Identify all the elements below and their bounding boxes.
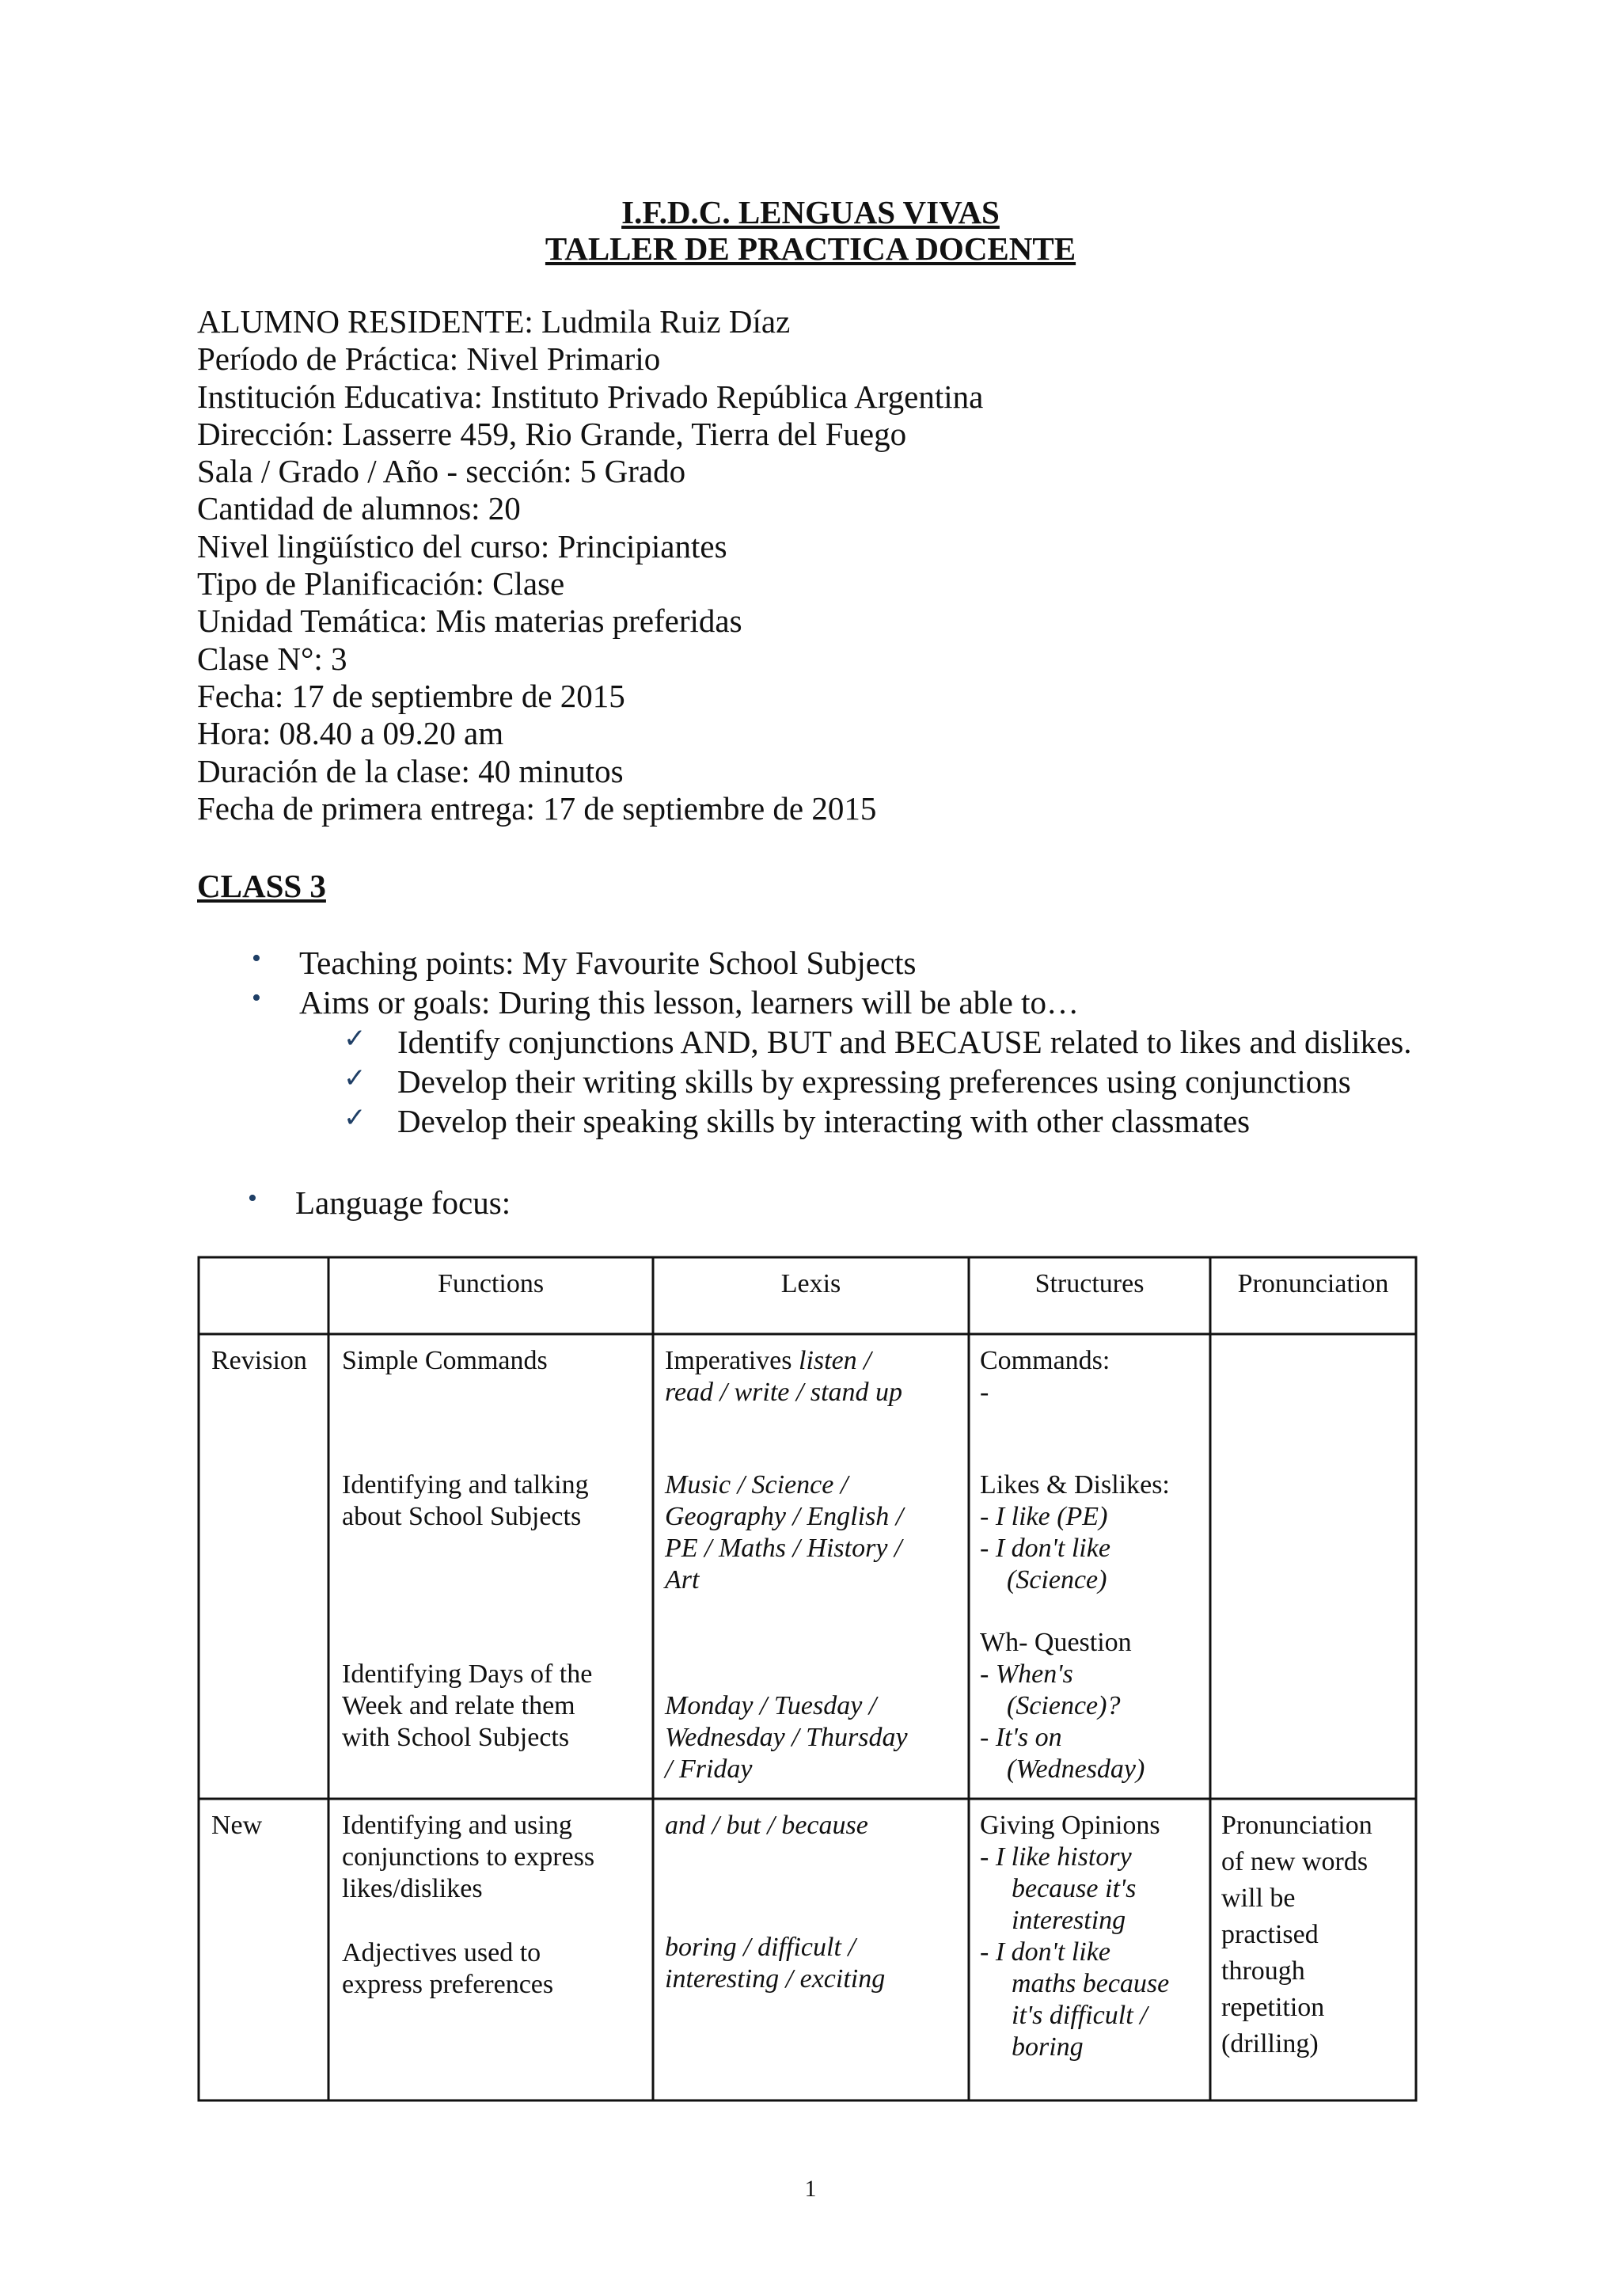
institution-title: I.F.D.C. LENGUAS VIVAS [621, 194, 1000, 230]
pronunciation-cell: practised [1221, 1920, 1319, 1949]
info-line: Tipo de Planificación: Clase [197, 565, 565, 603]
function-cell: Identifying and using [342, 1811, 572, 1840]
info-line: Unidad Temática: Mis materias preferidas [197, 603, 742, 640]
goal-text: Identify conjunctions AND, BUT and BECAUSE related to likes and dislikes. [397, 1024, 1412, 1060]
info-line: ALUMNO RESIDENTE: Ludmila Ruiz Díaz [197, 303, 791, 340]
info-line: Período de Práctica: Nivel Primario [197, 340, 661, 378]
function-cell: with School Subjects [342, 1723, 570, 1752]
goal-text: Develop their speaking skills by interacting with other classmates [397, 1103, 1251, 1139]
table-header-functions: Functions [437, 1269, 545, 1298]
lexis-cell: Music / Science / [665, 1470, 848, 1500]
info-line: Sala / Grado / Año - sección: 5 Grado [197, 453, 686, 490]
pronunciation-cell: of new words [1221, 1847, 1369, 1876]
function-cell: Simple Commands [342, 1346, 548, 1375]
bullet-icon: • [252, 983, 261, 1013]
checkmark-icon: ✓ [344, 1023, 366, 1055]
function-cell: likes/dislikes [342, 1874, 483, 1903]
function-cell: express preferences [342, 1970, 554, 1999]
bullet-icon: • [252, 944, 261, 973]
info-line: Institución Educativa: Instituto Privado República Argentina [197, 378, 984, 415]
pronunciation-cell: Pronunciation [1221, 1811, 1372, 1840]
page-number: 1 [804, 2176, 817, 2202]
goal-text: Develop their writing skills by expressing preferences using conjunctions [397, 1063, 1351, 1100]
teaching-points-text: Teaching points: My Favourite School Subjects [299, 945, 917, 981]
structure-cell: Commands: [980, 1346, 1110, 1375]
structure-cell: maths because [1012, 1969, 1170, 1998]
info-line: Hora: 08.40 a 09.20 am [197, 715, 504, 752]
row-label-new: New [211, 1811, 263, 1840]
lexis-cell: Art [665, 1565, 700, 1595]
structure-cell: - I don't like [980, 1534, 1110, 1563]
info-line: Dirección: Lasserre 459, Rio Grande, Tierra del Fuego [197, 415, 907, 452]
lexis-cell [665, 1345, 871, 1377]
structure-cell: boring [1012, 2032, 1084, 2062]
lexis-text: listen / [799, 1346, 871, 1375]
checkmark-icon: ✓ [344, 1062, 366, 1094]
structure-cell: it's difficult / [1012, 2001, 1148, 2030]
class-title: CLASS 3 [197, 868, 326, 904]
table-header-lexis: Lexis [780, 1269, 841, 1298]
info-line: Fecha de primera entrega: 17 de septiembre de 2015 [197, 789, 877, 827]
lexis-cell: boring / difficult / [665, 1933, 856, 1962]
function-cell: Adjectives used to [342, 1938, 541, 1967]
structure-cell: - [980, 1378, 989, 1407]
lexis-cell: PE / Maths / History / [665, 1534, 902, 1563]
structure-cell: (Wednesday) [1007, 1754, 1145, 1784]
structure-cell: Giving Opinions [980, 1811, 1160, 1840]
function-cell: about School Subjects [342, 1502, 582, 1531]
function-cell: Identifying Days of the [342, 1659, 593, 1689]
lexis-cell: Wednesday / Thursday [665, 1723, 908, 1752]
function-cell: conjunctions to express [342, 1842, 595, 1872]
structure-cell: - It's on [980, 1723, 1062, 1752]
info-line: Clase N°: 3 [197, 640, 347, 677]
lexis-cell: Monday / Tuesday / [665, 1691, 877, 1720]
table-header-pronunciation: Pronunciation [1237, 1269, 1389, 1298]
structure-cell: - I like (PE) [980, 1502, 1108, 1531]
structure-cell: - When's [980, 1659, 1073, 1689]
lexis-cell: / Friday [665, 1754, 753, 1784]
structure-cell: - I like history [980, 1842, 1132, 1872]
structure-cell: because it's [1012, 1874, 1137, 1903]
structure-cell: Wh- Question [980, 1628, 1132, 1657]
structure-cell: (Science)? [1007, 1691, 1121, 1720]
structure-cell: - I don't like [980, 1937, 1110, 1967]
pronunciation-cell: through [1221, 1956, 1305, 1986]
info-line: Fecha: 17 de septiembre de 2015 [197, 677, 625, 714]
lexis-cell: Geography / English / [665, 1502, 904, 1531]
structure-cell: interesting [1012, 1906, 1126, 1935]
info-line: Cantidad de alumnos: 20 [197, 490, 521, 527]
lexis-text: Imperatives [665, 1346, 799, 1375]
function-cell: Identifying and talking [342, 1470, 589, 1500]
language-focus-text: Language focus: [295, 1184, 511, 1221]
row-label-revision: Revision [211, 1346, 307, 1375]
lexis-cell: and / but / because [665, 1811, 868, 1840]
pronunciation-cell: will be [1221, 1884, 1296, 1913]
pronunciation-cell: repetition [1221, 1993, 1325, 2022]
function-cell: Week and relate them [342, 1691, 575, 1720]
lexis-cell: read / write / stand up [665, 1378, 903, 1407]
aims-text: Aims or goals: During this lesson, learners will be able to… [299, 984, 1079, 1021]
info-line: Duración de la clase: 40 minutos [197, 752, 624, 789]
checkmark-icon: ✓ [344, 1102, 366, 1134]
bullet-icon: • [248, 1184, 257, 1213]
pronunciation-cell: (drilling) [1221, 2029, 1319, 2058]
structure-cell: Likes & Dislikes: [980, 1470, 1170, 1500]
structure-cell: (Science) [1007, 1565, 1107, 1595]
lexis-cell: interesting / exciting [665, 1964, 886, 1994]
workshop-title: TALLER DE PRACTICA DOCENTE [545, 230, 1076, 267]
table-header-structures: Structures [1034, 1269, 1145, 1298]
info-line: Nivel lingüístico del curso: Principiantes [197, 527, 727, 564]
